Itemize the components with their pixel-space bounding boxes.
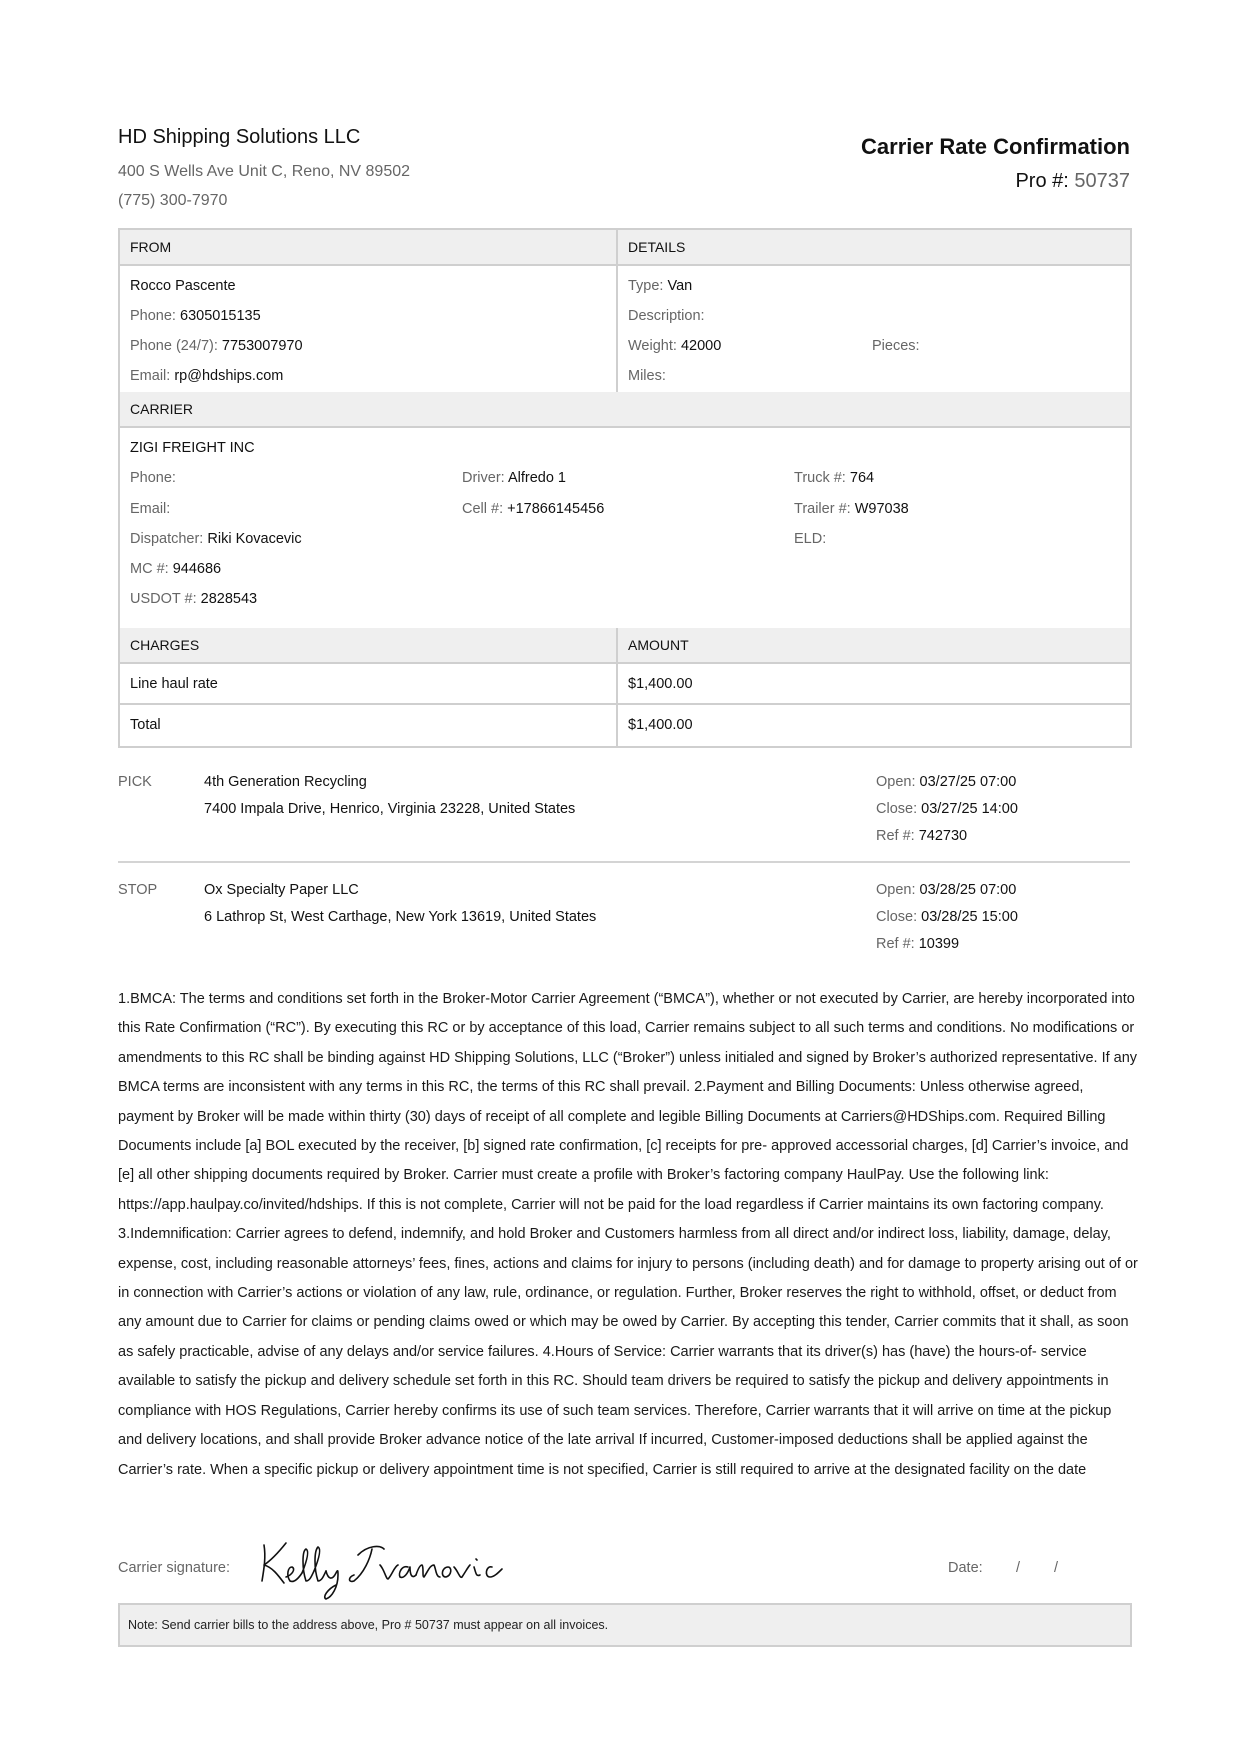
carrier-heading: CARRIER — [130, 401, 194, 417]
pro-label: Pro #: — [1015, 170, 1069, 192]
stop-close — [876, 909, 1018, 925]
stop-kind: PICK — [118, 774, 152, 790]
date-separator: / — [1054, 1560, 1059, 1576]
type-value: Van — [667, 278, 693, 294]
from-email — [130, 368, 283, 384]
document-header — [118, 126, 1130, 226]
from-heading: FROM — [120, 230, 618, 264]
weight-label: Weight: — [628, 338, 677, 354]
open-label: Open: — [876, 882, 916, 898]
charges-header — [120, 628, 1130, 664]
mc-label: MC #: — [130, 561, 169, 577]
close-label: Close: — [876, 909, 918, 925]
details-weight — [628, 338, 721, 354]
carrier-dispatcher — [130, 531, 302, 547]
stop-ref — [876, 828, 967, 844]
from-phone247-value: 7753007970 — [221, 338, 303, 354]
amount-heading: AMOUNT — [628, 637, 689, 653]
carrier-name: ZIGI FREIGHT INC — [130, 440, 255, 456]
stop-name: Ox Specialty Paper LLC — [204, 882, 359, 898]
document-title: Carrier Rate Confirmation — [861, 134, 1130, 159]
column-divider — [616, 264, 618, 394]
carrier-box — [118, 392, 1132, 630]
carrier-eld-label: ELD: — [794, 531, 827, 547]
carrier-mc — [130, 561, 221, 577]
signature-label: Carrier signature: — [118, 1560, 231, 1576]
type-label: Type: — [628, 278, 664, 294]
carrier-cell — [462, 501, 604, 517]
billing-note-text: Note: Send carrier bills to the address above, Pro # 50737 must appear on all invoices. — [128, 1618, 609, 1632]
company-phone: (775) 300-7970 — [118, 192, 228, 209]
open-label: Open: — [876, 774, 916, 790]
carrier-truck — [794, 470, 874, 486]
terms-and-conditions: 1.BMCA: The terms and conditions set forth in the Broker-Motor Carrier Agreement (“BMCA”), whether or not executed by Carrier, are hereby incorporated into this Rate Confirmation (“RC”). By executing this RC or by acceptance of this load, Carrier remains subject to all such terms and conditions. No modifications or amendments to this RC shall be binding against HD Shipping Solutions, LLC (“Broker”) unless initialed and signed by Broker’s authorized representative. If any BMCA terms are inconsistent with any terms in this RC, the terms of this RC shall prevail. 2.Payment and Billing Documents: Unless otherwise agreed, payment by Broker will be made within thirty (30) days of receipt of all complete and legible Billing Documents at Carriers@HDShips.com. Required Billing Documents include [a] BOL executed by the receiver, [b] signed rate confirmation, [c] receipts for pre- approved accessorial charges, [d] Carrier’s invoice, and [e] all other shipping documents required by Broker. Carrier must create a profile with Broker’s factoring company HaulPay. Use the following link: https://app.haulpay.co/invited/hdships. If this is not complete, Carrier will not be paid for the load regardless if Carrier maintains its own factoring company. 3.Indemnification: Carrier agrees to defend, indemnify, and hold Broker and Customers harmless from all direct and/or indirect loss, liability, damage, delay, expense, cost, including reasonable attorneys’ fees, fines, actions and claims for injury to persons (including death) and for damage to property arising out of or in connection with Carrier’s actions or violation of any law, rule, ordinance, or regulation. Further, Broker reserves the right to withhold, offset, or deduct from any amount due to Carrier for claims or pending claims owed or which may be owed by Carrier. By accepting this tender, Carrier commits that it shall, as soon as safely practicable, advise of any delays and/or service failures. 4.Hours of Service: Carrier warrants that its driver(s) has (have) the hours-of- service available to satisfy the pickup and delivery schedule set forth in this RC. Should team drivers be required to satisfy the pickup and delivery appointments in compliance with HOS Regulations, Carrier hereby confirms its use of such team services. Therefore, Carrier warrants that it will arrive on time at the pickup and delivery locations, and shall provide Broker advance notice of the late arrival If incurred, Customer-imposed deductions shall be applied against the Carrier’s rate. When a specific pickup or delivery appointment time is not specified, Carrier is still required to arrive at the designated facility on the date — [118, 991, 1138, 1478]
pro-number — [1015, 170, 1130, 193]
stop-name: 4th Generation Recycling — [204, 774, 367, 790]
mc-value: 944686 — [172, 561, 222, 577]
carrier-driver — [462, 470, 566, 486]
stop-ref — [876, 936, 959, 952]
from-email-value: rp@hdships.com — [174, 368, 284, 384]
close-value: 03/27/25 14:00 — [921, 801, 1018, 817]
open-value: 03/28/25 07:00 — [919, 882, 1017, 898]
from-email-label: Email: — [130, 368, 171, 384]
stop-divider — [118, 861, 1130, 863]
carrier-usdot — [130, 591, 257, 607]
details-description-label: Description: — [628, 308, 705, 324]
charges-row-divider — [120, 703, 1130, 705]
billing-note — [118, 1603, 1132, 1647]
stop-open — [876, 774, 1016, 790]
usdot-label: USDOT #: — [130, 591, 197, 607]
from-phone247-label: Phone (24/7): — [130, 338, 218, 354]
ref-label: Ref #: — [876, 828, 915, 844]
stop-close — [876, 801, 1018, 817]
delivery-stop — [118, 882, 1130, 962]
carrier-email-label: Email: — [130, 501, 171, 517]
pro-value: 50737 — [1074, 170, 1130, 192]
company-address: 400 S Wells Ave Unit C, Reno, NV 89502 — [118, 163, 411, 180]
details-miles-label: Miles: — [628, 368, 666, 384]
charge-item: Line haul rate — [130, 676, 218, 692]
dispatcher-value: Riki Kovacevic — [207, 531, 302, 547]
from-details-header — [120, 230, 1130, 266]
from-phone-247 — [130, 338, 303, 354]
details-type — [628, 278, 692, 294]
trailer-label: Trailer #: — [794, 501, 851, 517]
date-label: Date: — [948, 1560, 983, 1576]
stop-address: 6 Lathrop St, West Carthage, New York 13619, United States — [204, 909, 597, 925]
from-details-box — [118, 228, 1132, 396]
ref-value: 10399 — [918, 936, 960, 952]
usdot-value: 2828543 — [200, 591, 258, 607]
details-pieces-label: Pieces: — [872, 338, 920, 354]
charge-amount: $1,400.00 — [628, 676, 693, 692]
cell-label: Cell #: — [462, 501, 504, 517]
driver-value: Alfredo 1 — [507, 470, 566, 486]
charge-total-amount: $1,400.00 — [628, 717, 693, 733]
from-phone-label: Phone: — [130, 308, 176, 324]
ref-label: Ref #: — [876, 936, 915, 952]
details-heading: DETAILS — [628, 239, 686, 255]
date-separator: / — [1016, 1560, 1021, 1576]
stop-address: 7400 Impala Drive, Henrico, Virginia 23228, United States — [204, 801, 576, 817]
truck-value: 764 — [849, 470, 875, 486]
charges-heading: CHARGES — [120, 628, 618, 662]
pick-stop — [118, 774, 1130, 854]
close-value: 03/28/25 15:00 — [921, 909, 1018, 925]
stop-open — [876, 882, 1016, 898]
driver-label: Driver: — [462, 470, 505, 486]
weight-value: 42000 — [680, 338, 722, 354]
trailer-value: W97038 — [854, 501, 909, 517]
from-phone-value: 6305015135 — [180, 308, 261, 324]
ref-value: 742730 — [918, 828, 968, 844]
carrier-trailer — [794, 501, 909, 517]
dispatcher-label: Dispatcher: — [130, 531, 204, 547]
truck-label: Truck #: — [794, 470, 846, 486]
charge-total-label: Total — [130, 717, 161, 733]
company-name: HD Shipping Solutions LLC — [118, 126, 361, 148]
cell-value: +17866145456 — [507, 501, 605, 517]
carrier-header — [120, 392, 1130, 428]
carrier-signature-image — [256, 1535, 508, 1601]
charges-table — [118, 628, 1132, 748]
close-label: Close: — [876, 801, 918, 817]
open-value: 03/27/25 07:00 — [919, 774, 1017, 790]
from-phone — [130, 308, 261, 324]
from-name: Rocco Pascente — [130, 278, 236, 294]
carrier-phone-label: Phone: — [130, 470, 176, 486]
stop-kind: STOP — [118, 882, 158, 898]
